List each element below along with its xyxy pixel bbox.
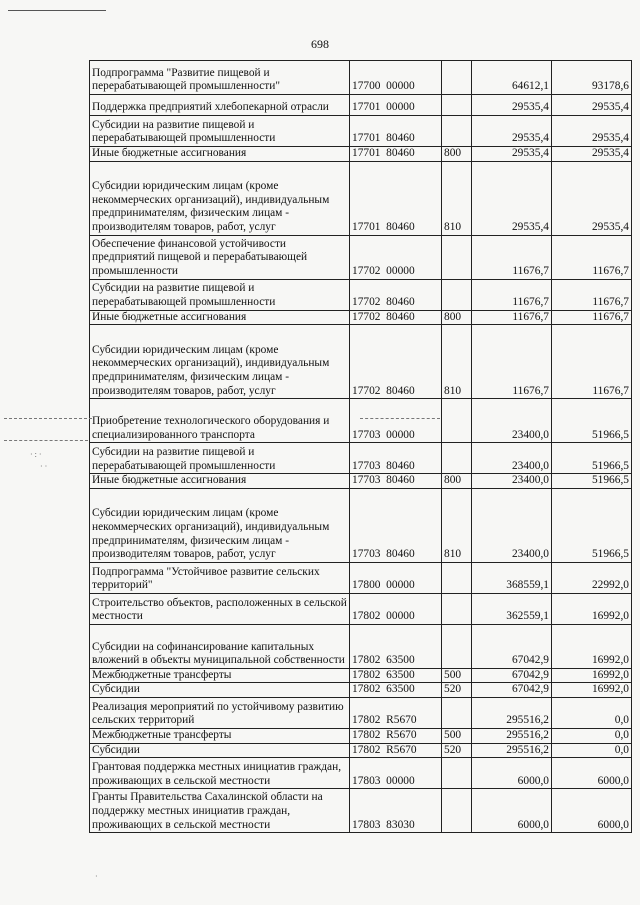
row-value-2: 11676,7: [552, 325, 632, 399]
table-row: [90, 399, 632, 443]
row-vr: [442, 697, 472, 728]
row-name: Подпрограмма "Устойчивое развитие сельских территорий": [90, 562, 350, 593]
table-row: [90, 668, 632, 683]
row-name: Субсидии юридическим лицам (кроме некоммерческих организаций), индивидуальным предпринимателям, физическим лицам - производителям товаров, работ, услуг: [90, 488, 350, 562]
row-value-2: 0,0: [552, 743, 632, 758]
row-value-2: 29535,4: [552, 116, 632, 147]
row-vr: [442, 443, 472, 474]
row-value-2: 6000,0: [552, 758, 632, 789]
row-vr: 800: [442, 147, 472, 162]
row-name: Строительство объектов, расположенных в сельской местности: [90, 593, 350, 624]
table-row: [90, 697, 632, 728]
row-value-1: 11676,7: [472, 310, 552, 325]
row-value-1: 295516,2: [472, 728, 552, 743]
row-name: Межбюджетные трансферты: [90, 728, 350, 743]
row-value-1: 67042,9: [472, 683, 552, 698]
table-row: [90, 728, 632, 743]
row-value-1: 29535,4: [472, 116, 552, 147]
table-row: [90, 95, 632, 116]
row-value-1: 295516,2: [472, 743, 552, 758]
row-value-1: 11676,7: [472, 235, 552, 279]
row-value-1: 29535,4: [472, 147, 552, 162]
table-row: [90, 624, 632, 668]
row-value-2: 22992,0: [552, 562, 632, 593]
row-name: Гранты Правительства Сахалинской области на поддержку местных инициатив граждан, проживающих в сельской местности: [90, 789, 350, 833]
row-vr: 800: [442, 474, 472, 489]
table-row: [90, 161, 632, 235]
scan-artifact-line: [4, 418, 92, 419]
table-row: [90, 488, 632, 562]
row-vr: [442, 235, 472, 279]
row-value-2: 93178,6: [552, 61, 632, 95]
row-code: 17702 80460: [350, 279, 442, 310]
top-rule: [8, 10, 106, 11]
row-name: Субсидии: [90, 743, 350, 758]
row-value-2: 51966,5: [552, 443, 632, 474]
row-value-2: 16992,0: [552, 668, 632, 683]
row-name: Подпрограмма "Развитие пищевой и перерабатывающей промышленности": [90, 61, 350, 95]
row-vr: [442, 116, 472, 147]
row-name: Иные бюджетные ассигнования: [90, 310, 350, 325]
row-value-1: 11676,7: [472, 325, 552, 399]
row-code: 17703 80460: [350, 474, 442, 489]
scan-artifact-line: [4, 440, 88, 441]
table-row: [90, 325, 632, 399]
row-code: 17802 63500: [350, 624, 442, 668]
row-name: Поддержка предприятий хлебопекарной отрасли: [90, 95, 350, 116]
table-row: [90, 279, 632, 310]
row-code: 17703 80460: [350, 488, 442, 562]
table-row: [90, 310, 632, 325]
table-row: [90, 116, 632, 147]
row-name: Субсидии на развитие пищевой и перерабатывающей промышленности: [90, 279, 350, 310]
row-vr: [442, 61, 472, 95]
row-vr: 500: [442, 728, 472, 743]
row-name: Реализация мероприятий по устойчивому развитию сельских территорий: [90, 697, 350, 728]
table-row: [90, 743, 632, 758]
row-vr: [442, 593, 472, 624]
row-value-1: 64612,1: [472, 61, 552, 95]
row-vr: [442, 399, 472, 443]
row-vr: 810: [442, 325, 472, 399]
row-name: Обеспечение финансовой устойчивости предприятий пищевой и перерабатывающей промышленности: [90, 235, 350, 279]
row-name: Субсидии на развитие пищевой и перерабатывающей промышленности: [90, 443, 350, 474]
row-code: 17800 00000: [350, 562, 442, 593]
row-vr: 810: [442, 161, 472, 235]
row-code: 17701 80460: [350, 147, 442, 162]
row-value-2: 51966,5: [552, 474, 632, 489]
table-row: [90, 235, 632, 279]
row-value-1: 67042,9: [472, 624, 552, 668]
row-code: 17702 80460: [350, 325, 442, 399]
row-vr: [442, 279, 472, 310]
row-name: Межбюджетные трансферты: [90, 668, 350, 683]
row-value-1: 362559,1: [472, 593, 552, 624]
row-value-1: 23400,0: [472, 443, 552, 474]
table-row: [90, 61, 632, 95]
row-vr: 810: [442, 488, 472, 562]
table-row: [90, 443, 632, 474]
budget-table: [89, 60, 632, 833]
row-value-1: 23400,0: [472, 474, 552, 489]
row-vr: 500: [442, 668, 472, 683]
row-code: 17700 00000: [350, 61, 442, 95]
row-value-1: 6000,0: [472, 758, 552, 789]
row-value-1: 6000,0: [472, 789, 552, 833]
page-number: 698: [311, 37, 329, 51]
row-value-2: 29535,4: [552, 95, 632, 116]
row-value-2: 29535,4: [552, 161, 632, 235]
scan-speck: · ·: [40, 462, 48, 471]
row-code: 17701 00000: [350, 95, 442, 116]
row-value-2: 51966,5: [552, 399, 632, 443]
row-code: 17802 00000: [350, 593, 442, 624]
row-value-2: 16992,0: [552, 624, 632, 668]
row-name: Субсидии юридическим лицам (кроме некоммерческих организаций), индивидуальным предпринимателям, физическим лицам - производителям товаров, работ, услуг: [90, 161, 350, 235]
row-name: Иные бюджетные ассигнования: [90, 147, 350, 162]
row-value-1: 29535,4: [472, 95, 552, 116]
table-row: [90, 147, 632, 162]
budget-table-container: [89, 60, 629, 833]
row-value-2: 16992,0: [552, 593, 632, 624]
row-vr: [442, 95, 472, 116]
table-row: [90, 474, 632, 489]
row-code: 17702 00000: [350, 235, 442, 279]
row-value-2: 29535,4: [552, 147, 632, 162]
row-vr: 520: [442, 743, 472, 758]
row-value-2: 51966,5: [552, 488, 632, 562]
row-code: 17802 R5670: [350, 743, 442, 758]
row-value-1: 67042,9: [472, 668, 552, 683]
row-name: Приобретение технологического оборудования и специализированного транспорта: [90, 399, 350, 443]
scan-speck: · : ·: [30, 450, 42, 459]
row-code: 17802 R5670: [350, 697, 442, 728]
row-value-2: 0,0: [552, 697, 632, 728]
table-row: [90, 562, 632, 593]
row-value-1: 368559,1: [472, 562, 552, 593]
row-name: Субсидии юридическим лицам (кроме некоммерческих организаций), индивидуальным предпринимателям, физическим лицам - производителям товаров, работ, услуг: [90, 325, 350, 399]
row-code: 17703 00000: [350, 399, 442, 443]
table-row: [90, 758, 632, 789]
row-name: Субсидии на софинансирование капитальных вложений в объекты муниципальной собственности: [90, 624, 350, 668]
row-code: 17802 R5670: [350, 728, 442, 743]
row-code: 17802 63500: [350, 668, 442, 683]
row-vr: 520: [442, 683, 472, 698]
row-vr: [442, 789, 472, 833]
row-vr: 800: [442, 310, 472, 325]
row-value-2: 11676,7: [552, 235, 632, 279]
row-code: 17703 80460: [350, 443, 442, 474]
row-value-1: 23400,0: [472, 399, 552, 443]
row-vr: [442, 562, 472, 593]
row-value-2: 16992,0: [552, 683, 632, 698]
table-row: [90, 683, 632, 698]
budget-table-body: [90, 61, 632, 833]
row-code: 17802 63500: [350, 683, 442, 698]
table-row: [90, 593, 632, 624]
row-code: 17803 83030: [350, 789, 442, 833]
row-code: 17803 00000: [350, 758, 442, 789]
row-vr: [442, 624, 472, 668]
scan-speck: ·: [95, 872, 98, 881]
row-value-1: 29535,4: [472, 161, 552, 235]
row-value-2: 11676,7: [552, 279, 632, 310]
row-value-1: 11676,7: [472, 279, 552, 310]
row-name: Субсидии: [90, 683, 350, 698]
row-code: 17701 80460: [350, 161, 442, 235]
row-vr: [442, 758, 472, 789]
row-code: 17702 80460: [350, 310, 442, 325]
row-value-2: 0,0: [552, 728, 632, 743]
row-name: Иные бюджетные ассигнования: [90, 474, 350, 489]
row-code: 17701 80460: [350, 116, 442, 147]
row-value-1: 23400,0: [472, 488, 552, 562]
row-name: Субсидии на развитие пищевой и перерабатывающей промышленности: [90, 116, 350, 147]
row-name: Грантовая поддержка местных инициатив граждан, проживающих в сельской местности: [90, 758, 350, 789]
scan-artifact-line: [360, 418, 440, 419]
row-value-2: 6000,0: [552, 789, 632, 833]
row-value-2: 11676,7: [552, 310, 632, 325]
row-value-1: 295516,2: [472, 697, 552, 728]
table-row: [90, 789, 632, 833]
